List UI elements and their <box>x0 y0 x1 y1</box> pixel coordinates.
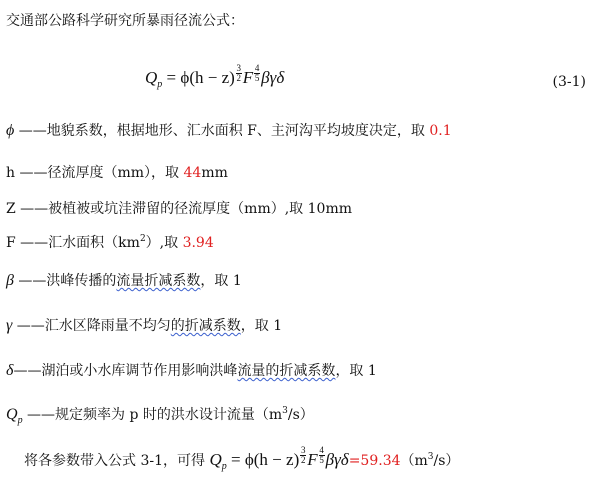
final-result: 将各参数带入公式 3-1，可得 $Q_p = \phi(h - z)$ $\frac{3}{2}$ F $\frac{4}{5}$ $\beta\gamma\delta=59.34(m^3/s)$ <box>24 445 460 472</box>
z-symbol: Z <box>6 201 16 217</box>
formula-F: F <box>242 68 254 87</box>
result-value: =59.34 <box>348 453 401 469</box>
def-z: Z ——被植被或坑洼滞留的径流厚度（mm）,取 10mm <box>6 201 352 217</box>
formula-3-1 <box>145 64 284 90</box>
def-qp: $Q_p$ ——规定频率为 p 时的洪水设计流量$(m^3/s)$ <box>6 406 314 426</box>
exponent-3-2: $\frac{3}{2}$ <box>236 63 242 83</box>
formula-inline: $Q_p = \phi(h - z)$ $\frac{3}{2}$ F $\frac{4}{5}$ βγδ <box>209 445 349 472</box>
beta-symbol: β <box>6 272 14 289</box>
heading: 交通部公路科学研究所暴雨径流公式： <box>6 13 244 29</box>
def-delta: δ——湖泊或小水库调节作用影响洪峰流量的折减系数，取 1 <box>6 362 377 379</box>
def-phi: ϕ ——地貌系数，根据地形、汇水面积 F、主河沟平均坡度决定，取 0.1 <box>6 122 452 139</box>
def-f: F ——汇水面积$(km^2)$,取 3.94 <box>6 234 214 251</box>
h-value: 44 <box>183 165 202 181</box>
delta-symbol: δ <box>6 362 14 379</box>
h-symbol: h <box>6 165 16 181</box>
def-gamma: γ ——汇水区降雨量不均匀的折减系数，取 1 <box>6 317 283 334</box>
def-beta: β ——洪峰传播的流量折减系数，取 1 <box>6 272 242 289</box>
equation-number: (3-1) <box>552 74 586 90</box>
grammar-underline: 的折减系数 <box>170 318 241 334</box>
f-symbol: F <box>6 235 16 251</box>
grammar-underline: 流量的折减系数 <box>237 363 336 379</box>
def-h: h ——径流厚度（mm），取 44mm <box>6 165 228 181</box>
qp-symbol: $Q_p$ <box>6 406 23 426</box>
exponent-4-5: $\frac{4}{5}$ <box>254 63 260 83</box>
phi-value: 0.1 <box>429 123 452 139</box>
formula-lhs: $Q_p$ <box>145 68 163 90</box>
phi-symbol: ϕ <box>6 122 15 139</box>
grammar-underline: 流量折减系数 <box>116 273 201 289</box>
formula-tail: βγδ <box>261 68 285 87</box>
gamma-symbol: γ <box>6 317 13 334</box>
formula-body: = ϕ(h − z) <box>162 68 235 87</box>
f-value: 3.94 <box>182 235 214 251</box>
